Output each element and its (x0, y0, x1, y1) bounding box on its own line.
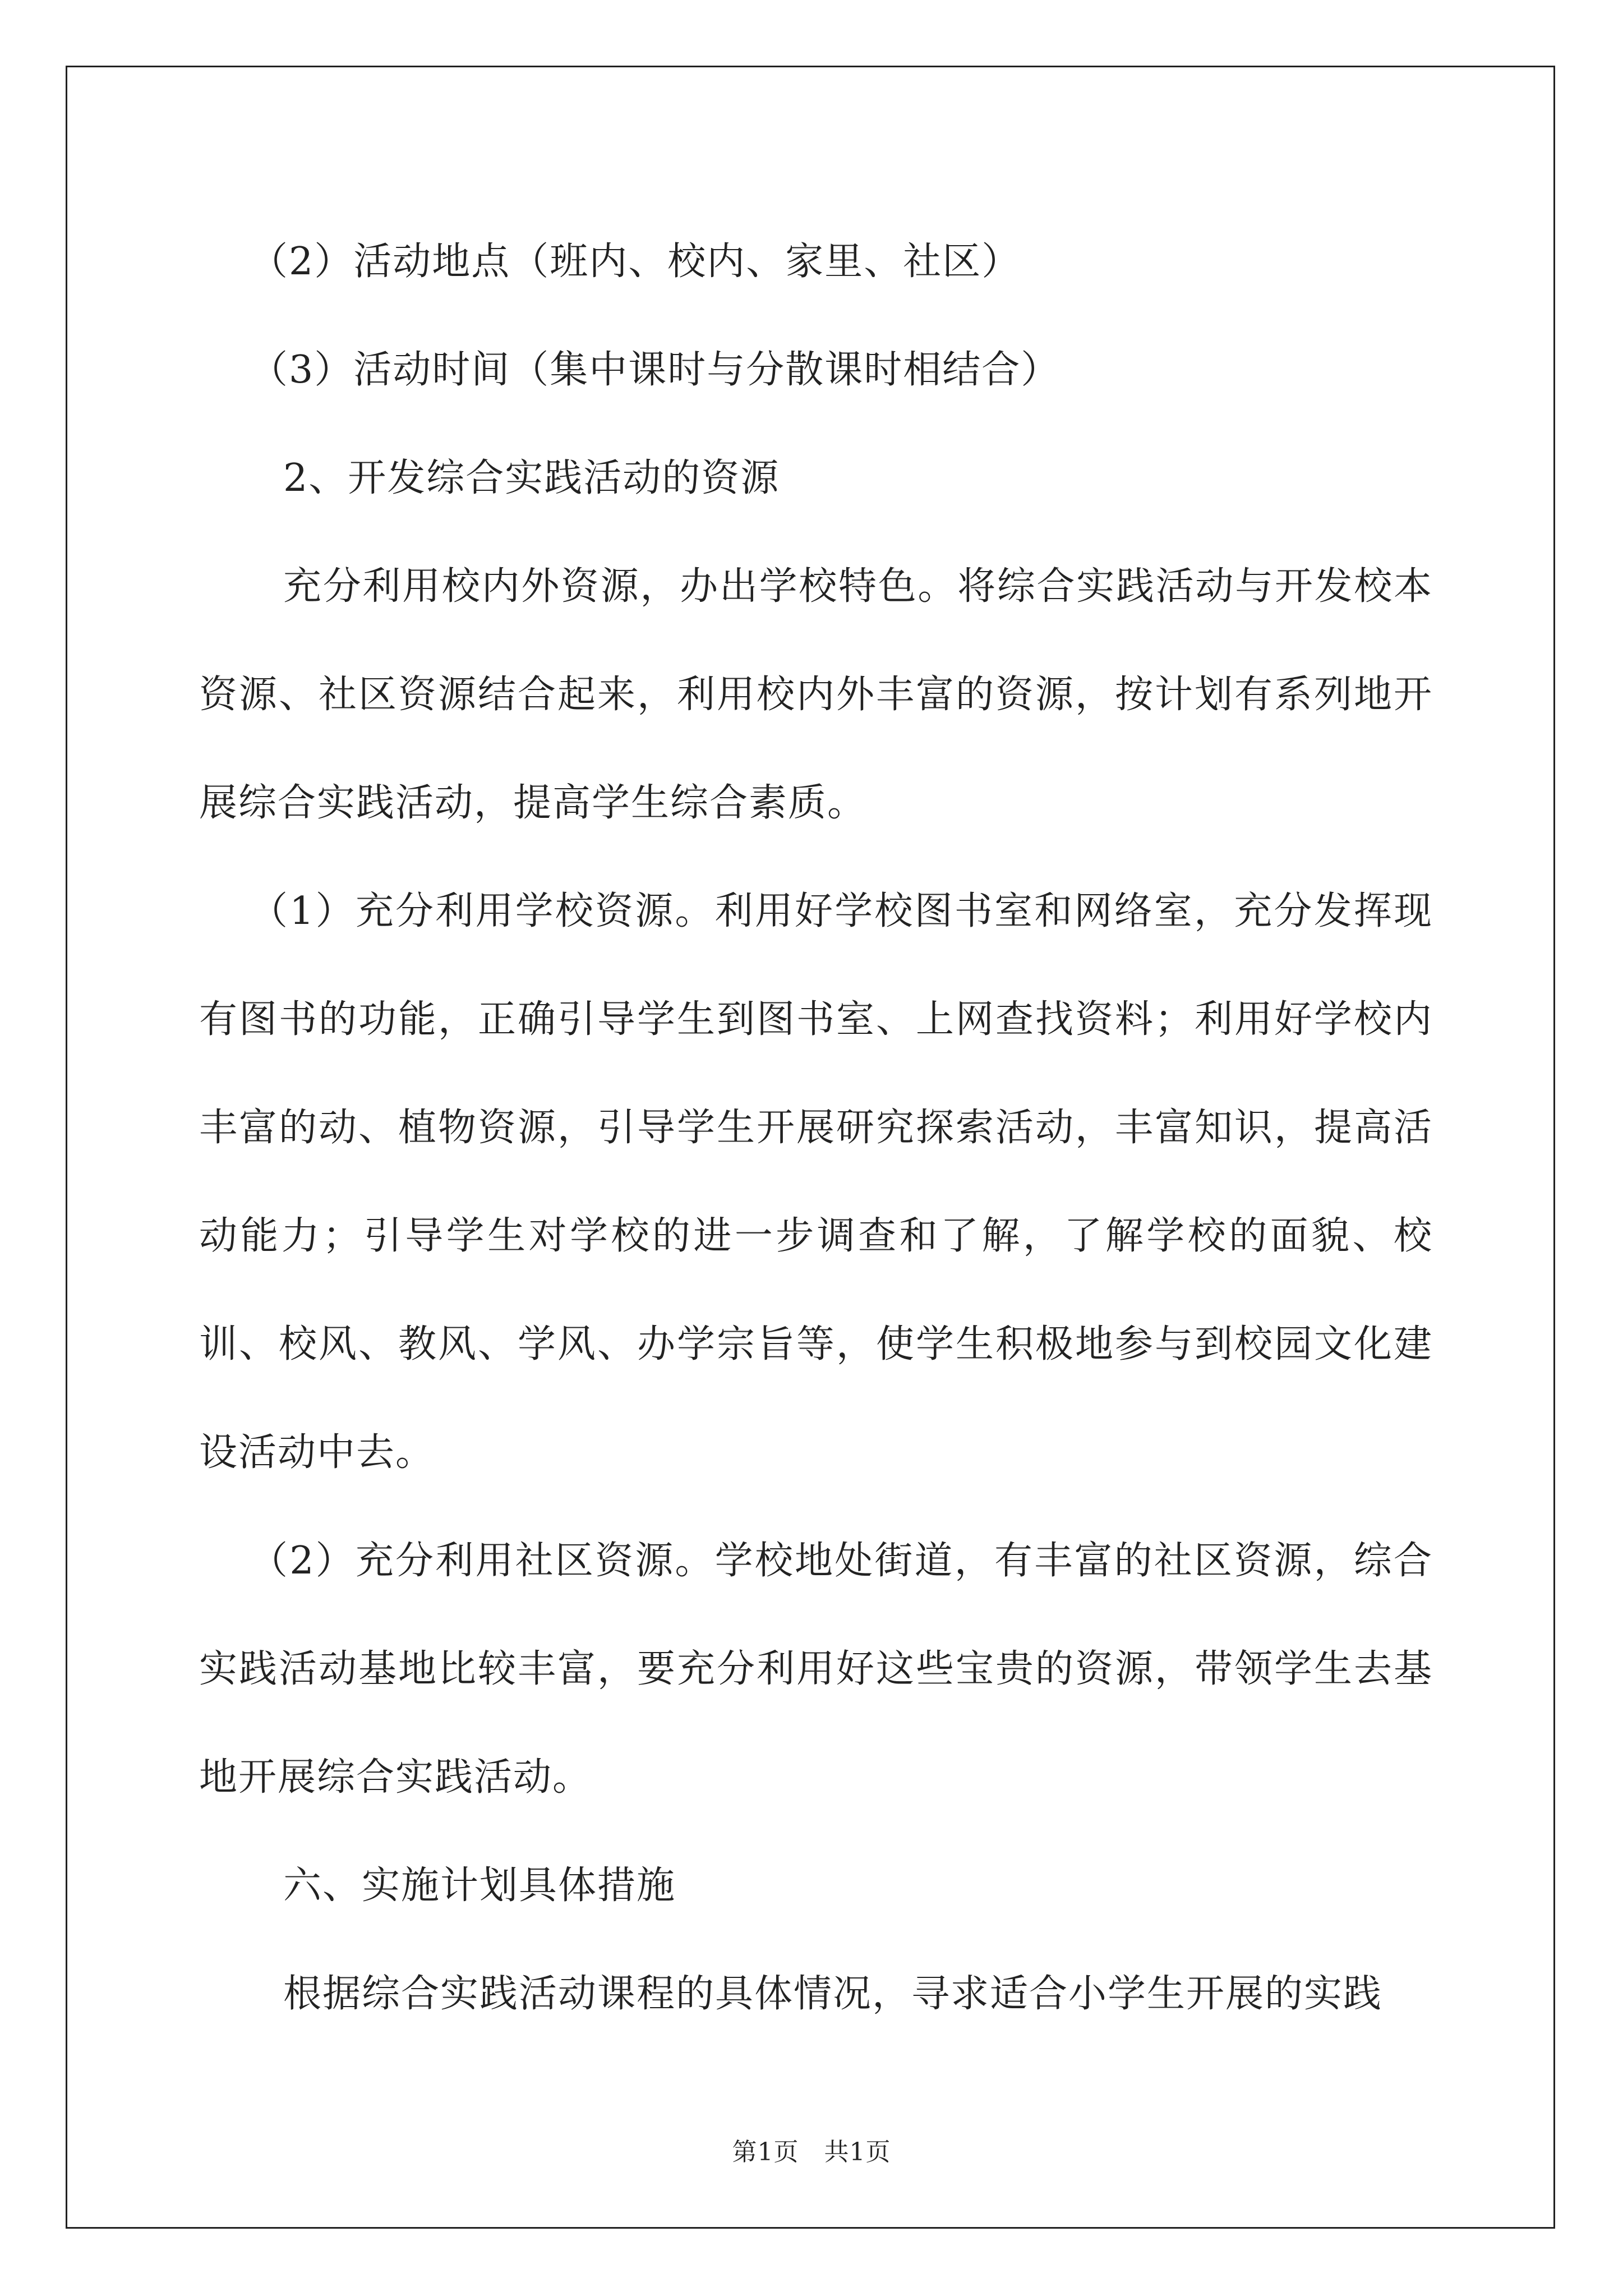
paragraph-school-resources: （1）充分利用学校资源。利用好学校图书室和网络室，充分发挥现有图书的功能，正确引导学生到图书室、上网查找资料；利用好学校内丰富的动、植物资源，引导学生开展研究探索活动，丰富知识，提高活动能力；引导学生对学校的进一步调查和了解，了解学校的面貌、校训、校风、教风、学风、办学宗旨等，使学生积极地参与到校园文化建设活动中去。 (199, 889, 1433, 1475)
paragraph-community-resources: （2）充分利用社区资源。学校地处街道，有丰富的社区资源，综合实践活动基地比较丰富，要充分利用好这些宝贵的资源，带领学生去基地开展综合实践活动。 (199, 1539, 1433, 1800)
document-body (199, 208, 1433, 2048)
paragraph-measures-intro: 根据综合实践活动课程的具体情况，寻求适合小学生开展的实践 (283, 1972, 1383, 2016)
paragraph-activity-location: （2）活动地点（班内、校内、家里、社区） (250, 240, 1021, 284)
paragraph-activity-time: （3）活动时间（集中课时与分散课时相结合） (250, 348, 1061, 392)
page-footer: 第1页 共1页 (732, 2138, 891, 2166)
paragraph-resources-overview: 充分利用校内外资源，办出学校特色。将综合实践活动与开发校本资源、社区资源结合起来，利用校内外丰富的资源，按计划有系列地开展综合实践活动，提高学生综合素质。 (199, 564, 1433, 825)
paragraph-heading-resources: 2、开发综合实践活动的资源 (283, 456, 780, 500)
paragraph-heading-measures: 六、实施计划具体措施 (283, 1864, 676, 1908)
